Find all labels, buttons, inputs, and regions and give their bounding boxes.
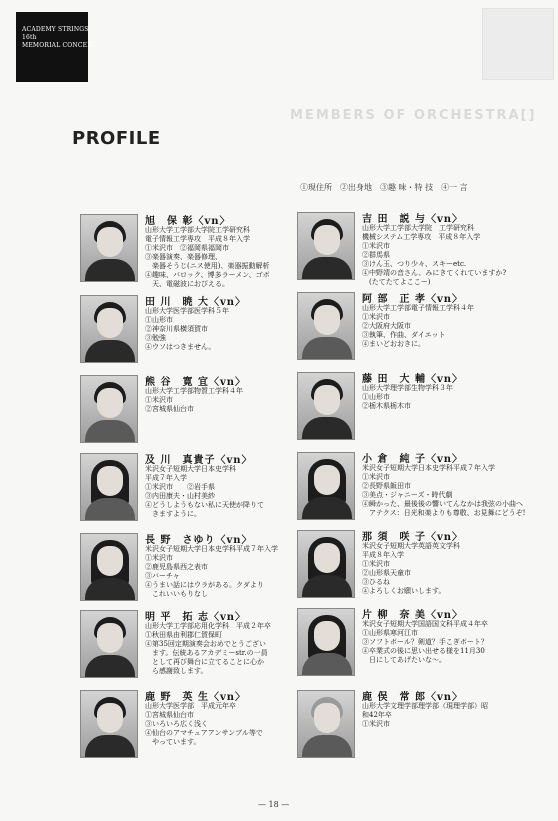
ghost-heading: MEMBERS OF ORCHESTRA[] — [290, 108, 537, 123]
portrait-photo — [297, 212, 355, 280]
portrait-photo — [297, 292, 355, 360]
portrait-photo — [80, 295, 138, 363]
person-details: 山形大学工学部応用化学科 平成２年卒 ①秋田県由利郡仁賀保町 ④第35回定期演奏会おめでとうござい ます。伝統あるアカデミーstr.の一員 として再び舞台に立てることに心か ら感謝致します。 — [145, 622, 271, 675]
portrait-photo — [80, 453, 138, 521]
person-details: 山形大学医学部医学科５年 ①山形市 ②神奈川県横須賀市 ③勉強 ④ウソはつきません。 — [145, 307, 229, 351]
concert-badge — [16, 12, 97, 82]
person-name: 旭 保 彰〈vn〉 — [145, 216, 231, 227]
person-details: 山形大学工学部物質工学科４年 ①米沢市 ②宮城県仙台市 — [145, 387, 243, 413]
person-details: 山形大学理学部生物学科３年 ①山形市 ②栃木県栃木市 — [362, 384, 453, 410]
person-name: 鹿 野 英 生〈vn〉 — [145, 692, 247, 703]
legend: ①現住所 ②出身地 ③趣 味・特 技 ④一 言 — [300, 183, 468, 192]
portrait-photo — [80, 214, 138, 282]
portrait-photo — [297, 608, 355, 676]
badge-line-3: MEMORIAL CONCERT — [22, 42, 97, 49]
person-details: 山形大学医学部 平成元年卒 ①宮城県仙台市 ③いろいろ広く浅く ④仙台のアマチュアアンサンブル等で やっています。 — [145, 702, 263, 746]
person-details: 山形大学文理学部理学部（現理学部）昭 和42年卒 ①米沢市 — [362, 702, 488, 728]
person-details: 米沢女子短期大学日本史学科 平成７年入学 ①米沢市 ②岩手県 ③内田康夫・山村美紗 ④どうしようもない私に天使が降りて きますように。 — [145, 465, 264, 518]
person-details: 山形大学工学部大学院工学研究科 電子情報工学専攻 平成８年入学 ①米沢市 ②福岡県福岡市 ③楽器演奏、楽器修理、 楽器そうじ(ニス使用)、楽器振動解析 ④趣味、バロック、博多ラーメン、ゴボ 天、電磁波におびえる。 — [145, 226, 270, 288]
person-name: 阿 部 正 孝〈vn〉 — [362, 294, 464, 305]
portrait-photo — [297, 530, 355, 598]
person-name: 明 平 拓 志〈vn〉 — [145, 612, 247, 623]
portrait-photo — [80, 375, 138, 443]
person-details: 米沢女子短期大学英語英文学科 平成８年入学 ①米沢市 ②山形県天童市 ③ひるね ④よろしくお願いします。 — [362, 542, 460, 595]
person-name: 熊 谷 寛 宜〈vn〉 — [145, 377, 247, 388]
person-details: 米沢女子短期大学日本史学科平成７年入学 ①米沢市 ②長野県飯田市 ③美点・ジャニーズ・時代劇 ④瞬かった、最後後の響いてんなかは我弦の小曲へ アテクス：日光和楽よりも尊敬、お見舞にどうぞ! — [362, 464, 526, 517]
person-details: 米沢女子短期大学国語国文科平成４年卒 ①山形県寒河江市 ③ソフトボール？剣道？手こぎボート？ ④卒業式の後に思い出せる様を11月30 日にしてあげたいな～。 — [362, 620, 488, 664]
person-details: 山形大学工学部電子情報工学科４年 ①米沢市 ②大阪府大阪市 ③執筆、作曲、ダイエット ④まいどおおきに。 — [362, 304, 474, 348]
person-name: 田 川 暁 大〈vn〉 — [145, 297, 247, 308]
person-name: 小 倉 純 子〈vn〉 — [362, 454, 464, 465]
faint-bleed-box — [482, 8, 554, 80]
portrait-photo — [297, 690, 355, 758]
person-name: 片 柳 奈 美〈vn〉 — [362, 610, 464, 621]
badge-line-1: ACADEMY STRINGS — [22, 26, 89, 33]
portrait-photo — [80, 610, 138, 678]
person-details: 米沢女子短期大学日本史学科平成７年入学 ①米沢市 ②鹿児島県西之表市 ③バーチャ ④うまい話にはウラがある。クダより これいいもりなし — [145, 545, 278, 598]
portrait-photo — [297, 372, 355, 440]
person-name: 那 須 咲 子〈vn〉 — [362, 532, 464, 543]
page-title: PROFILE — [72, 128, 161, 149]
badge-line-2: 16th — [22, 34, 37, 41]
portrait-photo — [297, 452, 355, 520]
page-number: — 18 — — [258, 800, 290, 809]
person-details: 山形大学工学部大学院 工学研究科 機械システム工学専攻 平成８年入学 ①米沢市 ②群馬県 ③けん玉、つり少々、スキーetc. ④中野靖の音さん、みにきてくれていますか? (たてたてよここー) — [362, 224, 507, 286]
portrait-photo — [80, 533, 138, 601]
person-name: 藤 田 大 輔〈vn〉 — [362, 374, 464, 385]
person-name: 鹿 俣 常 郎〈vn〉 — [362, 692, 464, 703]
portrait-photo — [80, 690, 138, 758]
person-name: 長 野 さゆり〈vn〉 — [145, 535, 253, 546]
person-name: 及 川 真貴子〈vn〉 — [145, 455, 253, 466]
person-name: 吉 田 説 与〈vn〉 — [362, 214, 464, 225]
